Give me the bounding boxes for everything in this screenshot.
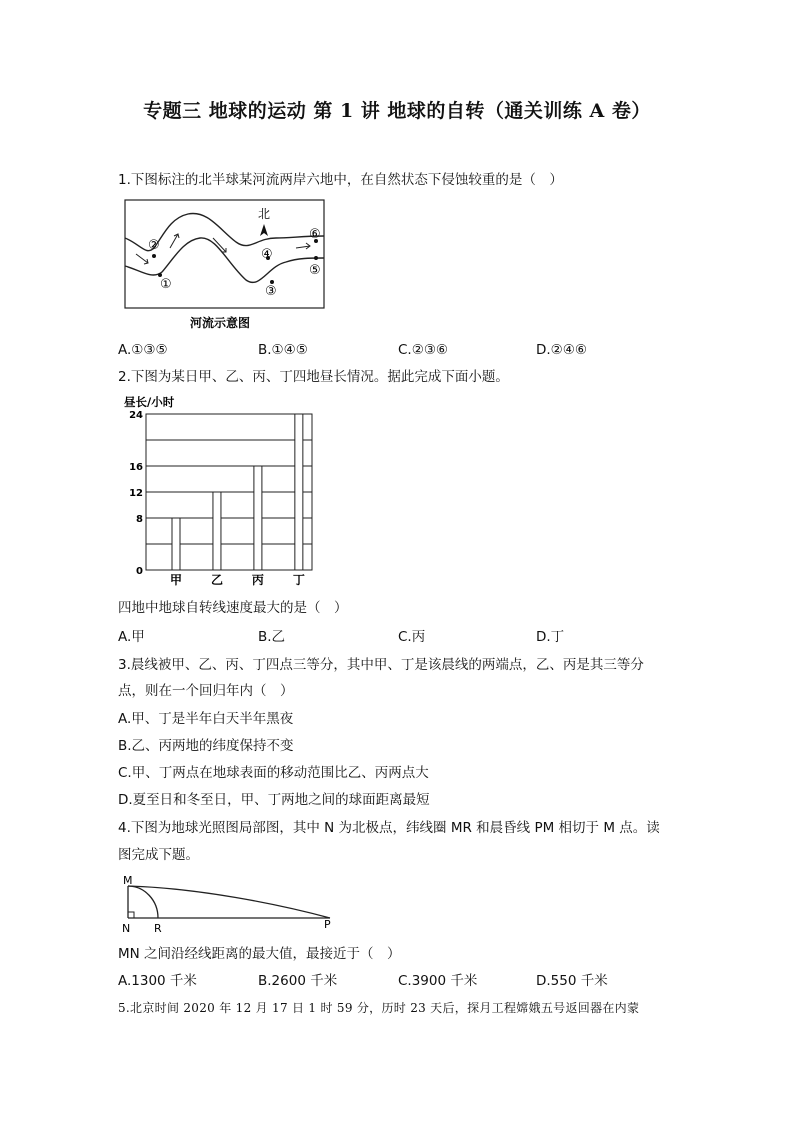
label-m: M: [123, 874, 133, 887]
question-2-stem: 2.下图为某日甲、乙、丙、丁四地昼长情况。据此完成下面小题。: [118, 369, 509, 385]
river-diagram: [118, 196, 338, 336]
chart-ytick-label: 0: [136, 566, 143, 577]
daylength-chart: [118, 392, 328, 592]
question-4-sub: MN 之间沿经线距离的最大值，最接近于（ ）: [118, 946, 401, 962]
chart-bar: [254, 466, 262, 570]
chart-xtick-label: 丙: [251, 573, 264, 587]
point-2-label: ②: [148, 238, 160, 253]
q1-option-d[interactable]: D.②④⑥: [536, 342, 587, 358]
chart-xtick-label: 丁: [292, 573, 305, 587]
chart-ytick-label: 8: [136, 514, 143, 525]
question-3-stem-line1: 3.晨线被甲、乙、丙、丁四点三等分，其中甲、丁是该晨线的两端点，乙、丙是其三等分: [118, 657, 644, 673]
question-4-stem-line2: 图完成下题。: [118, 847, 199, 863]
question-5-stem: 5.北京时间 2020 年 12 月 17 日 1 时 59 分，历时 23 天后，探月工程嫦娥五号返回器在内蒙: [118, 1001, 640, 1015]
illumination-diagram: [118, 872, 348, 936]
point-5-label: ⑤: [309, 263, 321, 278]
q2-option-d[interactable]: D.丁: [536, 629, 565, 645]
chart-bar: [172, 518, 180, 570]
q4-option-b[interactable]: B.2600 千米: [258, 973, 338, 989]
q4-option-c[interactable]: C.3900 千米: [398, 973, 478, 989]
q3-option-b[interactable]: B.乙、丙两地的纬度保持不变: [118, 738, 294, 754]
q4-option-d[interactable]: D.550 千米: [536, 973, 608, 989]
point-1-label: ①: [160, 277, 172, 292]
q3-option-d[interactable]: D.夏至日和冬至日，甲、丁两地之间的球面距离最短: [118, 792, 430, 808]
river-diagram-caption: 河流示意图: [190, 316, 251, 330]
point-4-label: ④: [261, 247, 273, 262]
north-arrow-icon: [260, 224, 268, 236]
label-n: N: [122, 922, 131, 935]
q3-option-a[interactable]: A.甲、丁是半年白天半年黑夜: [118, 711, 294, 727]
q3-option-c[interactable]: C.甲、丁两点在地球表面的移动范围比乙、丙两点大: [118, 765, 429, 781]
point-3-label: ③: [265, 284, 277, 299]
chart-xtick-label: 甲: [169, 573, 183, 587]
label-p: P: [324, 918, 331, 931]
q1-option-a[interactable]: A.①③⑤: [118, 342, 168, 358]
q2-option-c[interactable]: C.丙: [398, 629, 426, 645]
q4-option-a[interactable]: A.1300 千米: [118, 973, 197, 989]
q1-option-c[interactable]: C.②③⑥: [398, 342, 449, 358]
chart-bar: [295, 414, 303, 570]
question-2-sub: 四地中地球自转线速度最大的是（ ）: [118, 600, 348, 616]
point-6-label: ⑥: [309, 227, 321, 242]
chart-ytick-label: 24: [129, 410, 143, 421]
north-label: 北: [258, 207, 271, 221]
q2-option-b[interactable]: B.乙: [258, 629, 286, 645]
chart-xtick-label: 乙: [210, 573, 223, 587]
question-4-stem-line1: 4.下图为地球光照图局部图，其中 N 为北极点，纬线圈 MR 和晨昏线 PM 相切于 M 点。读: [118, 820, 660, 836]
q2-option-a[interactable]: A.甲: [118, 629, 145, 645]
chart-bar: [213, 492, 221, 570]
q1-option-b[interactable]: B.①④⑤: [258, 342, 308, 358]
chart-ytick-label: 16: [129, 462, 143, 473]
question-3-stem-line2: 点，则在一个回归年内（ ）: [118, 683, 294, 699]
question-1-stem: 1.下图标注的北半球某河流两岸六地中，在自然状态下侵蚀较重的是（ ）: [118, 172, 563, 188]
label-r: R: [154, 922, 162, 935]
chart-ylabel: 昼长/小时: [124, 395, 175, 409]
page-title: 专题三 地球的运动 第 1 讲 地球的自转（通关训练 A 卷）: [143, 100, 651, 122]
chart-ytick-label: 12: [129, 488, 143, 499]
